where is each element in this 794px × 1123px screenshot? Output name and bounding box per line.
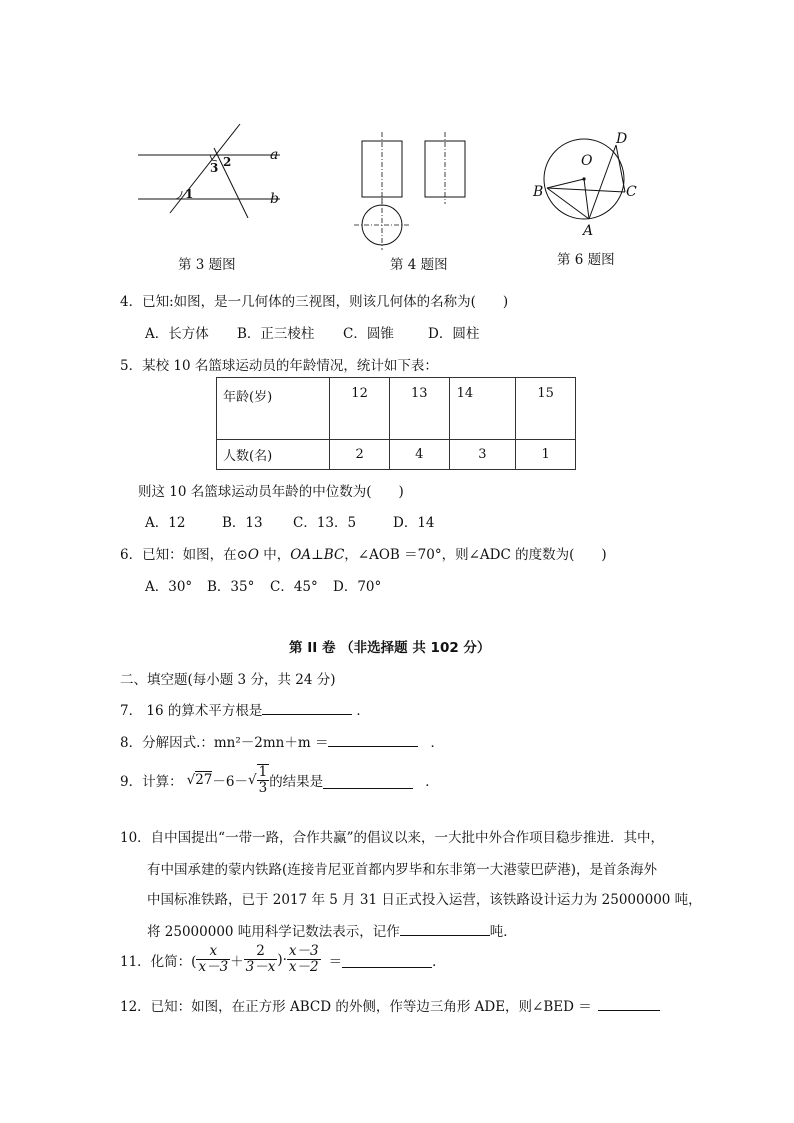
age-14: 14 xyxy=(449,378,516,440)
age-15: 15 xyxy=(516,378,576,440)
point-C-label: C xyxy=(626,184,637,200)
q10-answer-blank xyxy=(400,935,490,936)
question-10-line-4: 将 25000000 吨用科学记数法表示，记作 吨． xyxy=(147,924,517,940)
count-14: 3 xyxy=(449,440,516,470)
point-A-label: A xyxy=(583,223,594,238)
q5-option-b: B．13 xyxy=(222,515,263,531)
q5-option-c: C．13．5 xyxy=(293,515,357,531)
section-2-heading: 二、填空题(每小题 3 分，共 24 分) xyxy=(120,672,336,688)
q4-option-b: B．正三棱柱 xyxy=(237,326,315,342)
point-B-label: B xyxy=(533,184,544,200)
question-10-line-2: 有中国承建的蒙内铁路(连接肯尼亚首都内罗毕和东非第一大港蒙巴萨港)，是首条海外 xyxy=(147,862,658,878)
question-5-stem: 5．某校 10 名篮球运动员的年龄情况，统计如下表： xyxy=(120,358,438,374)
q6-option-b: B．35° xyxy=(207,579,255,595)
count-15: 1 xyxy=(516,440,576,470)
table-row xyxy=(217,378,576,440)
question-6-stem: 6．已知：如图，在⊙O 中，OA⊥BC，∠AOB ＝70°，则∠ADC 的度数为( ) xyxy=(120,547,607,563)
fraction-2-over-3-x: $\frac{2}{3-x}$ xyxy=(245,943,276,975)
q4-option-c: C．圆锥 xyxy=(343,326,394,342)
figure-3-caption: 第 3 题图 xyxy=(178,257,236,273)
q6-option-c: C．45° xyxy=(270,579,318,595)
figure-6-circle xyxy=(530,128,645,238)
q6-option-a: A．30° xyxy=(145,579,193,595)
fraction-one-third: $\frac{1}{3}$ xyxy=(258,764,268,796)
line-a-label: a xyxy=(270,147,279,163)
question-5-follow: 则这 10 名篮球运动员年龄的中位数为( ) xyxy=(138,484,404,500)
figure-4-three-views xyxy=(350,130,480,250)
table-row xyxy=(217,440,576,470)
q4-option-a: A．长方体 xyxy=(145,326,209,342)
age-13: 13 xyxy=(389,378,449,440)
point-D-label: D xyxy=(616,131,628,147)
sqrt-one-third: √ xyxy=(247,772,257,788)
question-4-stem: 4．已知:如图，是一几何体的三视图，则该几何体的名称为( ) xyxy=(120,294,509,310)
figure-4-caption: 第 4 题图 xyxy=(390,257,448,273)
count-header: 人数(名) xyxy=(217,440,330,470)
q9-answer-blank xyxy=(323,772,413,789)
q4-option-d: D．圆柱 xyxy=(428,326,480,342)
count-13: 4 xyxy=(389,440,449,470)
angle-3-label: 3 xyxy=(210,161,219,175)
q7-answer-blank xyxy=(262,714,352,715)
q5-option-a: A．12 xyxy=(145,515,186,531)
q8-answer-blank xyxy=(328,746,418,747)
question-11: 11．化简：( $\frac{x}{x-3}$ ＋ $\frac{2}{3-x}$ )· $\frac{x-3}{x-2}$ ＝ ． xyxy=(120,943,446,975)
question-10-line-3: 中国标准铁路，已于 2017 年 5 月 31 日正式投入运营，该铁路设计运力为 25000000 吨， xyxy=(147,892,702,908)
age-12: 12 xyxy=(330,378,390,440)
age-table xyxy=(216,377,576,470)
angle-1-label: 1 xyxy=(185,187,194,201)
sqrt-27: √27 xyxy=(186,772,213,788)
question-10-line-1: 10．自中国提出“一带一路，合作共赢”的倡议以来，一大批中外合作项目稳步推进．其中， xyxy=(120,830,664,846)
question-9: 9．计算： √27 －6－ √ $\frac{1}{3}$ 的结果是 ． xyxy=(120,764,439,796)
point-O-label: O xyxy=(581,153,593,169)
fraction-x-3-over-x-2: $\frac{x-3}{x-2}$ xyxy=(288,943,319,975)
question-8: 8．分解因式.：mn²－2mn＋m ＝ ． xyxy=(120,735,444,751)
part-2-title: 第 II 卷 （非选择题 共 102 分） xyxy=(289,640,491,656)
question-12: 12．已知：如图，在正方形 ABCD 的外侧，作等边三角形 ADE，则∠BED ＝ xyxy=(120,995,660,1015)
q11-answer-blank xyxy=(342,951,432,968)
question-7: 7． 16 的算术平方根是 ． xyxy=(120,703,370,719)
q12-answer-blank xyxy=(598,1010,660,1011)
angle-2-label: 2 xyxy=(223,155,232,169)
age-header: 年龄(岁) xyxy=(217,378,330,440)
q5-option-d: D．14 xyxy=(393,515,435,531)
figure-3-parallel-lines xyxy=(130,118,290,218)
fraction-x-over-x-3: $\frac{x}{x-3}$ xyxy=(198,943,229,975)
line-b-label: b xyxy=(270,191,279,207)
q6-option-d: D．70° xyxy=(333,579,382,595)
count-12: 2 xyxy=(330,440,390,470)
figure-6-caption: 第 6 题图 xyxy=(557,252,615,268)
